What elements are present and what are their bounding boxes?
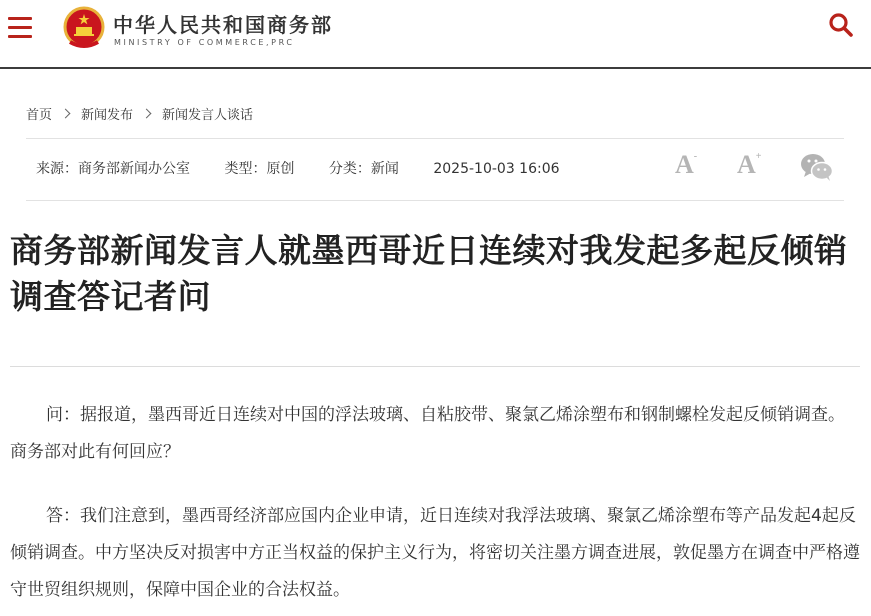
search-icon[interactable]: [828, 12, 854, 38]
breadcrumb-news-release[interactable]: 新闻发布: [81, 108, 134, 123]
font-decrease-button[interactable]: [675, 150, 697, 180]
chevron-right-icon: [142, 109, 152, 119]
article-source: 来源：商务部新闻办公室: [36, 161, 190, 177]
breadcrumb: [26, 104, 253, 123]
font-decrease-sign: -: [693, 151, 698, 163]
divider: [26, 200, 844, 201]
article-meta: [36, 158, 590, 178]
article-datetime: 2025-10-03 16:06: [433, 161, 560, 177]
article-paragraph-question: 问：据报道，墨西哥近日连续对中国的浮法玻璃、自粘胶带、聚氯乙烯涂塑布和钢制螺栓发起反倾销调查。商务部对此有何回应？: [10, 405, 845, 462]
menu-icon[interactable]: [8, 17, 32, 39]
national-emblem-icon: [62, 6, 106, 50]
article-title: 商务部新闻发言人就墨西哥近日连续对我发起多起反倾销调查答记者问: [10, 231, 848, 316]
breadcrumb-spokesperson[interactable]: 新闻发言人谈话: [162, 108, 254, 123]
article-type: 类型：原创: [224, 161, 295, 177]
site-header: [0, 0, 871, 68]
font-increase-sign: +: [755, 151, 762, 163]
chevron-right-icon: [61, 109, 71, 119]
font-increase-label: A: [737, 150, 756, 179]
wechat-icon[interactable]: [800, 152, 834, 182]
breadcrumb-home[interactable]: 首页: [26, 108, 53, 123]
site-logo-title[interactable]: 中华人民共和国商务部: [113, 13, 333, 37]
divider: [10, 366, 860, 367]
site-logo-subtitle: MINISTRY OF COMMERCE,PRC: [114, 38, 295, 47]
article-paragraph-answer: 答：我们注意到，墨西哥经济部应国内企业申请，近日连续对我浮法玻璃、聚氯乙烯涂塑布等产品发起4起反倾销调查。中方坚决反对损害中方正当权益的保护主义行为，将密切关注墨方调查进展，敦促墨方在调查中严格遵守世贸组织规则，保障中国企业的合法权益。: [10, 506, 860, 600]
article-category: 分类：新闻: [328, 161, 399, 177]
font-increase-button[interactable]: [737, 150, 761, 180]
font-decrease-label: A: [675, 150, 694, 179]
divider: [26, 138, 844, 139]
header-divider: [0, 67, 871, 69]
